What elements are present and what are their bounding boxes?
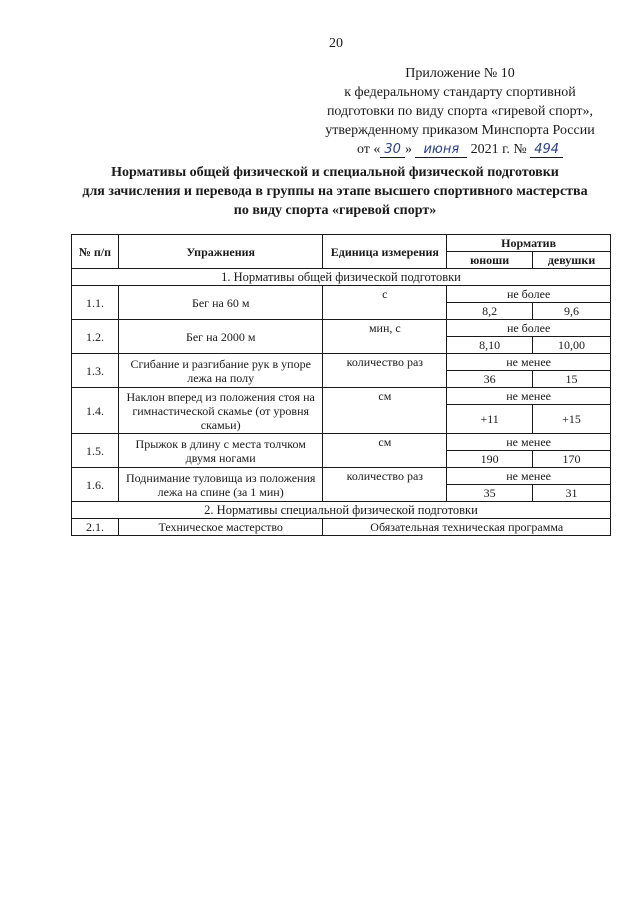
title-line-2: для зачисления и перевода в группы на этапе высшего спортивного мастерства (82, 184, 588, 199)
header-exercise: Упражнения (118, 235, 323, 269)
table-row (72, 468, 611, 485)
row-condition: не более (447, 320, 611, 337)
row-unit: см (323, 388, 447, 434)
row-unit: количество раз (323, 468, 447, 502)
date-mid: » (404, 142, 412, 157)
row-girls-value: +15 (533, 405, 611, 434)
header-norm: Норматив (447, 235, 611, 252)
row-boys-value: 190 (447, 451, 533, 468)
row-exercise: Бег на 60 м (118, 286, 323, 320)
order-date-line (295, 140, 625, 159)
page-number: 20 (329, 36, 343, 51)
appendix-line-3: подготовки по виду спорта «гиревой спорт», (326, 104, 594, 119)
appendix-line-1: Приложение № 10 (405, 66, 515, 81)
row-exercise: Поднимание туловища из положения лежа на спине (за 1 мин) (118, 468, 323, 502)
row-girls-value: 31 (533, 485, 611, 502)
row-boys-value: 8,10 (447, 337, 533, 354)
row-num: 1.6. (72, 468, 119, 502)
document-title (50, 163, 620, 220)
row-num: 1.1. (72, 286, 119, 320)
row-girls-value: 9,6 (533, 303, 611, 320)
header-unit: Единица измерения (323, 235, 447, 269)
title-line-1: Нормативы общей физической и специальной физической подготовки (111, 165, 559, 180)
row-unit: см (323, 434, 447, 468)
row-boys-value: 8,2 (447, 303, 533, 320)
row-condition: не менее (447, 434, 611, 451)
row-unit: с (323, 286, 447, 320)
header-girls: девушки (533, 252, 611, 269)
header-num: № п/п (72, 235, 119, 269)
row-girls-value: 170 (533, 451, 611, 468)
appendix-line-2: к федеральному стандарту спортивной (344, 85, 576, 100)
table-row (72, 354, 611, 371)
row-condition: не менее (447, 388, 611, 405)
table-row (72, 519, 611, 536)
handwritten-month: июня (415, 143, 467, 158)
section-2-title: 2. Нормативы специальной физической подготовки (72, 502, 611, 519)
row-num: 1.3. (72, 354, 119, 388)
title-line-3: по виду спорта «гиревой спорт» (233, 203, 437, 218)
row-unit: количество раз (323, 354, 447, 388)
norms-table (71, 234, 611, 536)
handwritten-order-number: 494 (530, 143, 563, 158)
section-row (72, 269, 611, 286)
row-condition: не более (447, 286, 611, 303)
row-boys-value: 35 (447, 485, 533, 502)
table-row (72, 320, 611, 337)
section-1-title: 1. Нормативы общей физической подготовки (72, 269, 611, 286)
date-year: 2021 г. № (470, 142, 527, 157)
row-unit: мин, с (323, 320, 447, 354)
table-row (72, 286, 611, 303)
row-condition: не менее (447, 468, 611, 485)
row-num: 1.5. (72, 434, 119, 468)
section-row (72, 502, 611, 519)
table-row (72, 434, 611, 451)
row-program-value: Обязательная техническая программа (323, 519, 611, 536)
row-girls-value: 15 (533, 371, 611, 388)
row-condition: не менее (447, 354, 611, 371)
row-boys-value: 36 (447, 371, 533, 388)
table-row (72, 388, 611, 405)
row-exercise: Наклон вперед из положения стоя на гимнастической скамье (от уровня скамьи) (118, 388, 323, 434)
row-exercise: Техническое мастерство (118, 519, 323, 536)
date-prefix: от « (356, 142, 381, 157)
row-boys-value: +11 (447, 405, 533, 434)
row-exercise: Сгибание и разгибание рук в упоре лежа на полу (118, 354, 323, 388)
appendix-line-4: утвержденному приказом Минспорта России (325, 123, 595, 138)
handwritten-day: 30 (380, 143, 405, 158)
header-boys: юноши (447, 252, 533, 269)
appendix-header (295, 64, 625, 159)
table-header-row (72, 235, 611, 252)
row-exercise: Прыжок в длину с места толчком двумя ногами (118, 434, 323, 468)
row-num: 1.2. (72, 320, 119, 354)
row-num: 2.1. (72, 519, 119, 536)
row-exercise: Бег на 2000 м (118, 320, 323, 354)
row-num: 1.4. (72, 388, 119, 434)
row-girls-value: 10,00 (533, 337, 611, 354)
